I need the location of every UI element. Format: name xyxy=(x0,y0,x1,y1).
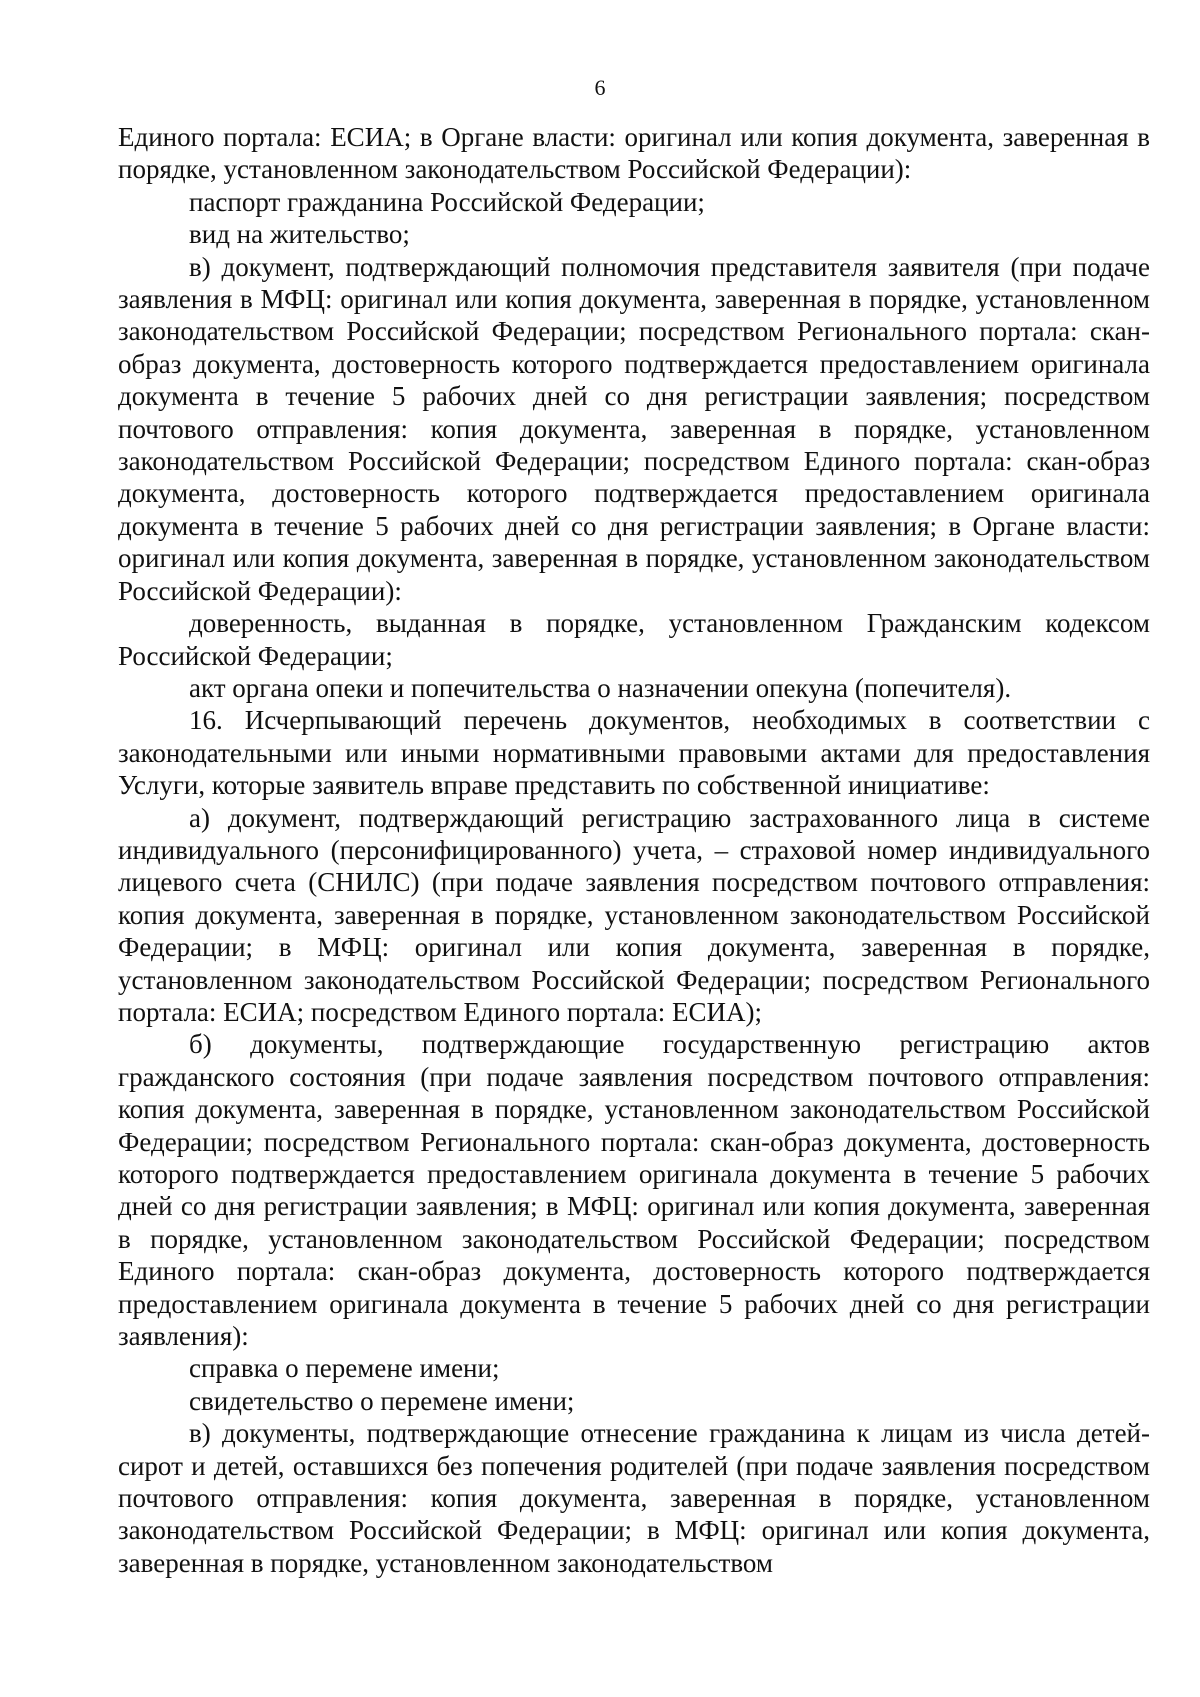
paragraph-item-v-orphans: в) документы, подтверждающие отнесение гражданина к лицам из числа детей-сирот и детей, оставшихся без попечения родителей (при подаче заявления посредством почтового отправления: копия документа, заверенная в порядке, установленном законодательством Российской Федерации; в МФЦ: оригинал или копия документа, заверенная в порядке, установленном законодательством xyxy=(118,1418,1150,1578)
paragraph-item-v-representative: в) документ, подтверждающий полномочия представителя заявителя (при подаче заявления в МФЦ: оригинал или копия документа, заверенная в порядке, установленном законодательством Российской Федерации; посредством Регионального портала: скан-образ документа, достоверность которого подтверждается предоставлением оригинала документа в течение 5 рабочих дней со дня регистрации заявления; посредством почтового отправления: копия документа, заверенная в порядке, установленном законодательством Российской Федерации; посредством Единого портала: скан-образ документа, достоверность которого подтверждается предоставлением оригинала документа в течение 5 рабочих дней со дня регистрации заявления; в Органе власти: оригинал или копия документа, заверенная в порядке, установленном законодательством Российской Федерации): xyxy=(118,251,1150,606)
paragraph-item-b-civil-status: б) документы, подтверждающие государственную регистрацию актов гражданского состояния (при подаче заявления посредством почтового отправления: копия документа, заверенная в порядке, установленном законодательством Российской Федерации; посредством Регионального портала: скан-образ документа, достоверность которого подтверждается предоставлением оригинала документа в течение 5 рабочих дней со дня регистрации заявления; в МФЦ: оригинал или копия документа, заверенная в порядке, установленном законодательством Российской Федерации; посредством Единого портала: скан-образ документа, достоверность которого подтверждается предоставлением оригинала документа в течение 5 рабочих дней со дня регистрации заявления): xyxy=(118,1029,1150,1352)
list-item-name-change-record: свидетельство о перемене имени; xyxy=(189,1385,575,1416)
list-item-residence-permit: вид на жительство; xyxy=(189,219,410,250)
list-item-name-change-certificate: справка о перемене имени; xyxy=(189,1353,500,1384)
paragraph-section-16: 16. Исчерпывающий перечень документов, необходимых в соответствии с законодательными или иными нормативными правовыми актами для предоставления Услуги, которые заявитель вправе представить по собственной инициативе: xyxy=(118,705,1150,801)
page-number: 6 xyxy=(594,75,606,100)
paragraph-item-a-snils: а) документ, подтверждающий регистрацию застрахованного лица в системе индивидуального (персонифицированного) учета, – страховой номер индивидуального лицевого счета (СНИЛС) (при подаче заявления посредством почтового отправления: копия документа, заверенная в порядке, установленном законодательством Российской Федерации; в МФЦ: оригинал или копия документа, заверенная в порядке, установленном законодательством Российской Федерации; посредством Регионального портала: ЕСИА; посредством Единого портала: ЕСИА); xyxy=(118,802,1150,1027)
list-item-guardianship-act: акт органа опеки и попечительства о назначении опекуна (попечителя). xyxy=(189,672,1012,703)
paragraph-continuation: Единого портала: ЕСИА; в Органе власти: оригинал или копия документа, заверенная в порядке, установленном законодательством Российской Федерации): xyxy=(118,122,1150,185)
list-item-power-of-attorney: доверенность, выданная в порядке, установленном Гражданским кодексом Российской Федерации; xyxy=(118,608,1150,671)
document-body xyxy=(118,121,1150,1579)
list-item-passport: паспорт гражданина Российской Федерации; xyxy=(189,186,705,217)
